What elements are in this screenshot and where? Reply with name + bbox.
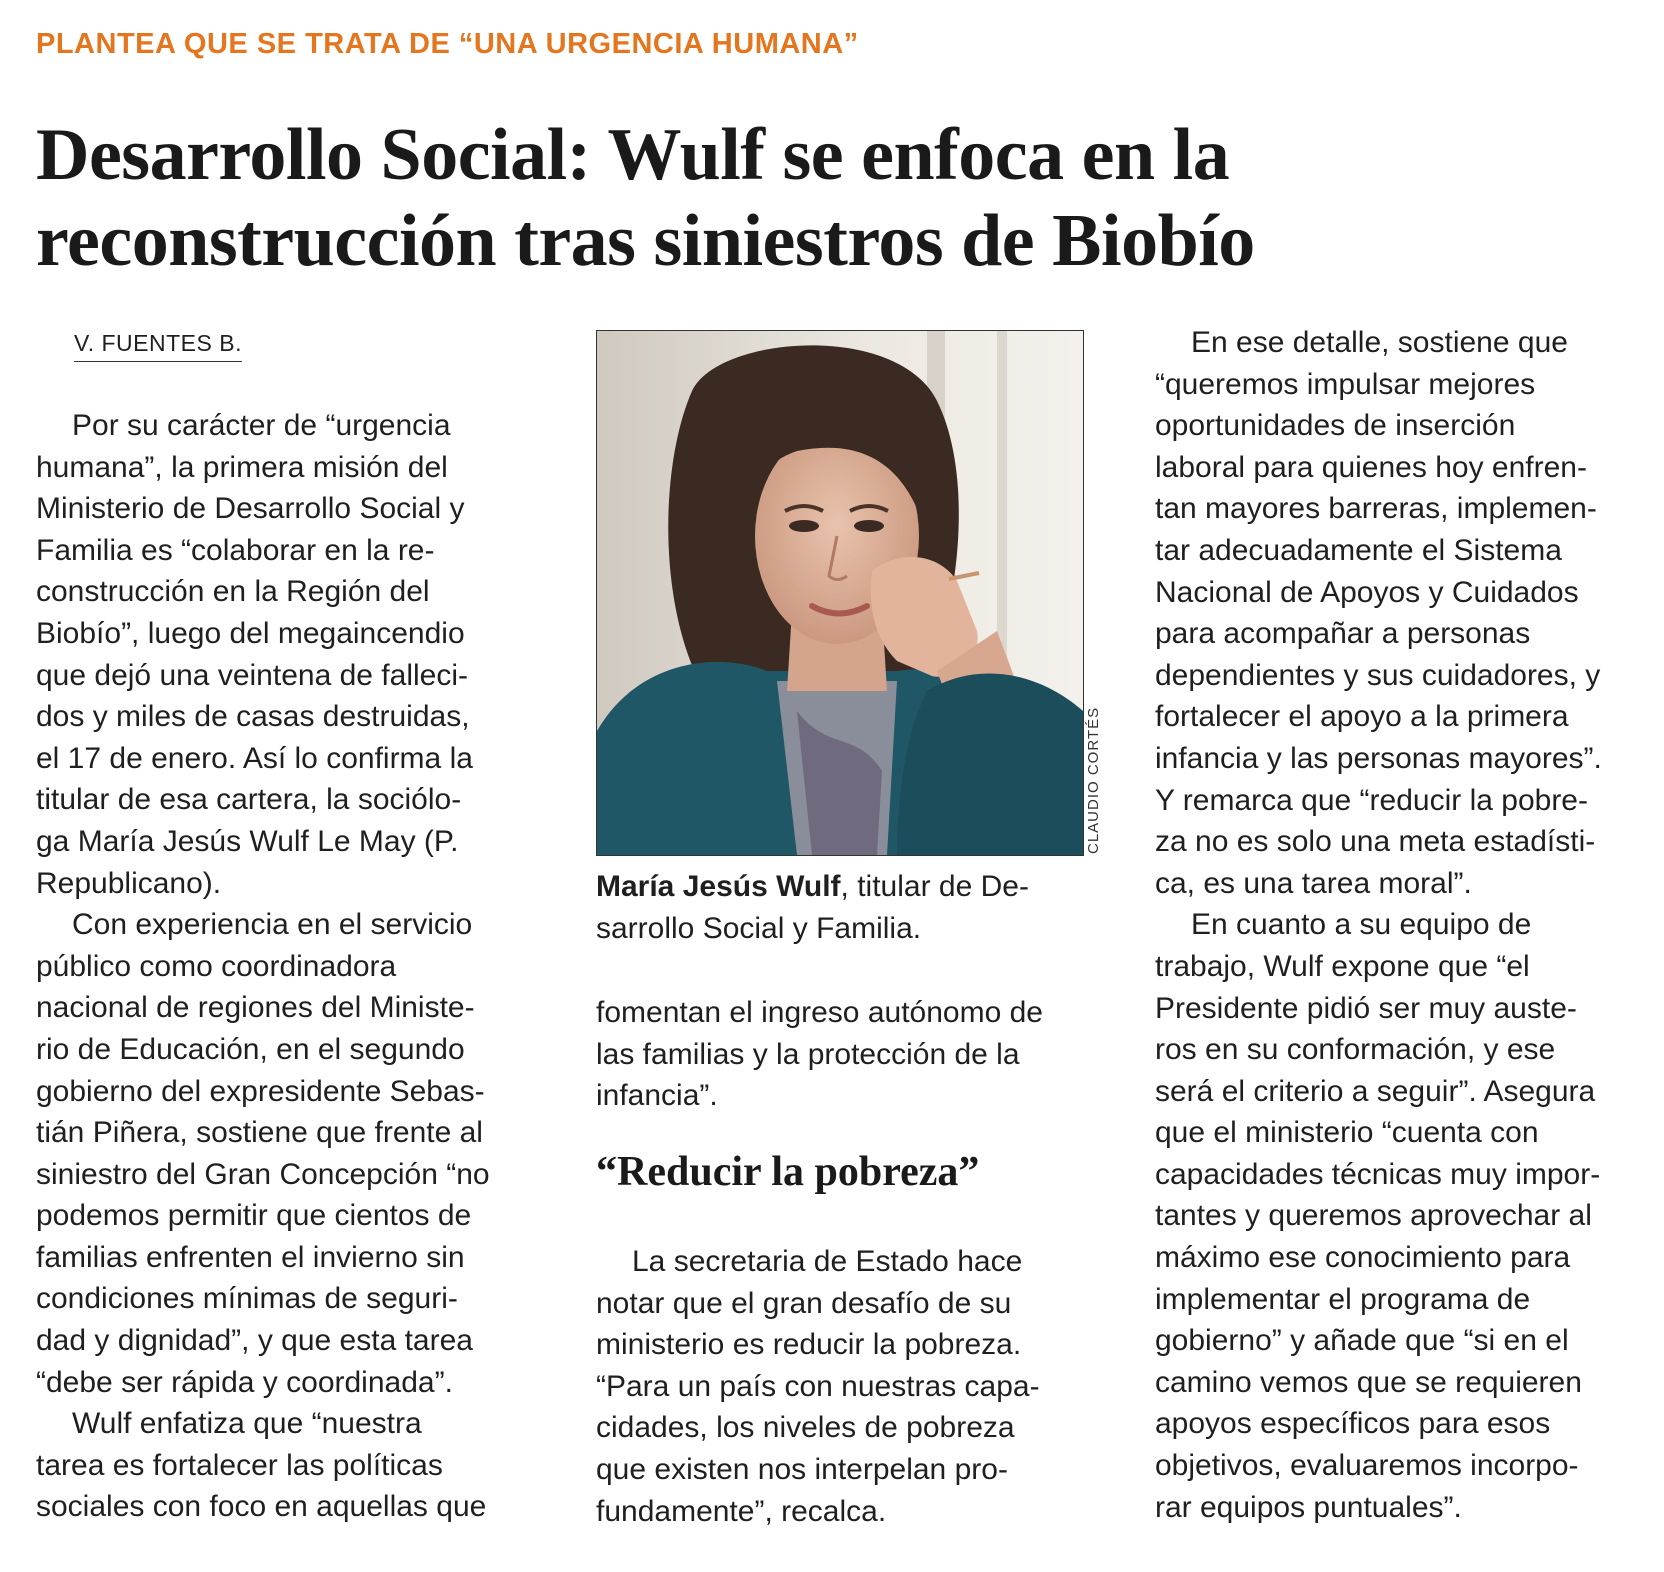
text-line: ca, es una tarea moral”. — [1155, 866, 1472, 900]
text-line: gobierno” y añade que “si en el — [1155, 1324, 1569, 1358]
text-line: notar que el gran desafío de su — [596, 1286, 1012, 1320]
text-line: Familia es “colaborar en la re- — [36, 533, 435, 567]
text-line: fundamente”, recalca. — [596, 1494, 887, 1528]
text-line: implementar el programa de — [1155, 1282, 1531, 1316]
text-line: titular de esa cartera, la sociólo- — [36, 783, 462, 817]
text-line: tarea es fortalecer las políticas — [36, 1448, 443, 1482]
text-line: “queremos impulsar mejores — [1155, 367, 1536, 401]
photo-credit: CLAUDIO CORTÉS — [1085, 706, 1102, 854]
text-line: familias enfrenten el invierno sin — [36, 1240, 465, 1274]
text-line: laboral para quienes hoy enfren- — [1155, 450, 1587, 484]
text-line: dos y miles de casas destruidas, — [36, 700, 470, 734]
text-line: humana”, la primera misión del — [36, 450, 448, 484]
text-line: rar equipos puntuales”. — [1155, 1490, 1462, 1524]
text-line: Wulf enfatiza que “nuestra — [72, 1407, 422, 1441]
text-line: fomentan el ingreso autónomo de — [596, 996, 1043, 1029]
text-line: sociales con foco en aquellas que — [36, 1490, 487, 1524]
text-line: infancia”. — [596, 1079, 718, 1113]
portrait-illustration — [597, 331, 1083, 855]
text-line: “debe ser rápida y coordinada”. — [36, 1365, 453, 1399]
text-line: infancia y las personas mayores”. — [1155, 741, 1602, 775]
text-line: construcción en la Región del — [36, 575, 430, 609]
text-line: Presidente pidió ser muy auste- — [1155, 991, 1577, 1025]
text-line: oportunidades de inserción — [1155, 409, 1516, 443]
text-line: fortalecer el apoyo a la primera — [1155, 700, 1569, 734]
text-line: que el ministerio “cuenta con — [1155, 1116, 1539, 1150]
text-line: las familias y la protección de la — [596, 1037, 1020, 1071]
text-line: siniestro del Gran Concepción “no — [36, 1157, 490, 1191]
caption-line — [596, 866, 1096, 908]
text-line: dependientes y sus cuidadores, y — [1155, 658, 1601, 692]
text-line: podemos permitir que cientos de — [36, 1199, 472, 1233]
portrait-photo — [596, 330, 1084, 856]
text-line: Nacional de Apoyos y Cuidados — [1155, 575, 1579, 609]
text-line: Biobío”, luego del megaincendio — [36, 616, 465, 650]
text-line: Ministerio de Desarrollo Social y — [36, 492, 465, 526]
column-1 — [36, 405, 490, 1528]
text-line: En ese detalle, sostiene que — [1191, 326, 1568, 359]
caption-name: María Jesús Wulf — [596, 870, 841, 903]
text-line: que dejó una veintena de falleci- — [36, 658, 468, 692]
text-line: rio de Educación, en el segundo — [36, 1032, 465, 1066]
column-2-top — [596, 992, 1043, 1117]
subhead: “Reducir la pobreza” — [596, 1149, 980, 1195]
text-line: para acompañar a personas — [1155, 617, 1531, 651]
text-line: Por su carácter de “urgencia — [72, 409, 451, 442]
text-line: tan mayores barreras, implemen- — [1155, 492, 1597, 526]
text-line: tar adecuadamente el Sistema — [1155, 533, 1562, 567]
text-line: condiciones mínimas de seguri- — [36, 1282, 458, 1316]
photo-caption — [596, 866, 1096, 950]
text-line: camino vemos que se requieren — [1155, 1365, 1582, 1399]
text-line: capacidades técnicas muy impor- — [1155, 1157, 1601, 1191]
text-line: ga María Jesús Wulf Le May (P. — [36, 824, 459, 858]
text-line: ros en su conformación, y ese — [1155, 1033, 1556, 1067]
text-line: ministerio es reducir la pobreza. — [596, 1328, 1022, 1362]
column-2-bottom — [596, 1241, 1040, 1532]
text-line: tantes y queremos aprovechar al — [1155, 1199, 1592, 1233]
text-line: La secretaria de Estado hace — [632, 1245, 1023, 1278]
text-line: cidades, los niveles de pobreza — [596, 1411, 1015, 1445]
text-line: que existen nos interpelan pro- — [596, 1452, 1008, 1486]
byline: V. FUENTES B. — [74, 330, 242, 362]
text-line: Con experiencia en el servicio — [72, 908, 473, 942]
text-line: dad y dignidad”, y que esta tarea — [36, 1324, 473, 1358]
text-line: tián Piñera, sostiene que frente al — [36, 1116, 483, 1150]
text-line: apoyos específicos para esos — [1155, 1407, 1551, 1441]
text-line: nacional de regiones del Ministe- — [36, 991, 475, 1025]
text-line: En cuanto a su equipo de — [1191, 908, 1532, 942]
text-line: será el criterio a seguir”. Asegura — [1155, 1074, 1596, 1108]
text-line: Republicano). — [36, 866, 222, 900]
text-line: el 17 de enero. Así lo confirma la — [36, 741, 473, 775]
text-line: gobierno del expresidente Sebas- — [36, 1074, 485, 1108]
headline-line: reconstrucción tras siniestros de Biobío — [36, 200, 1255, 282]
caption-line: sarrollo Social y Familia. — [596, 912, 922, 945]
headline-line: Desarrollo Social: Wulf se enfoca en la — [36, 114, 1230, 196]
headline — [36, 112, 1636, 284]
text-line: máximo ese conocimiento para — [1155, 1241, 1571, 1275]
caption-text: , titular de De- — [840, 870, 1029, 903]
column-3 — [1155, 322, 1602, 1528]
kicker: PLANTEA QUE SE TRATA DE “UNA URGENCIA HUMANA” — [36, 28, 859, 60]
text-line: público como coordinadora — [36, 949, 397, 983]
text-line: Y remarca que “reducir la pobre- — [1155, 783, 1588, 817]
text-line: objetivos, evaluaremos incorpo- — [1155, 1449, 1579, 1483]
text-line: trabajo, Wulf expone que “el — [1155, 949, 1530, 983]
text-line: “Para un país con nuestras capa- — [596, 1369, 1040, 1403]
text-line: za no es solo una meta estadísti- — [1155, 825, 1596, 859]
